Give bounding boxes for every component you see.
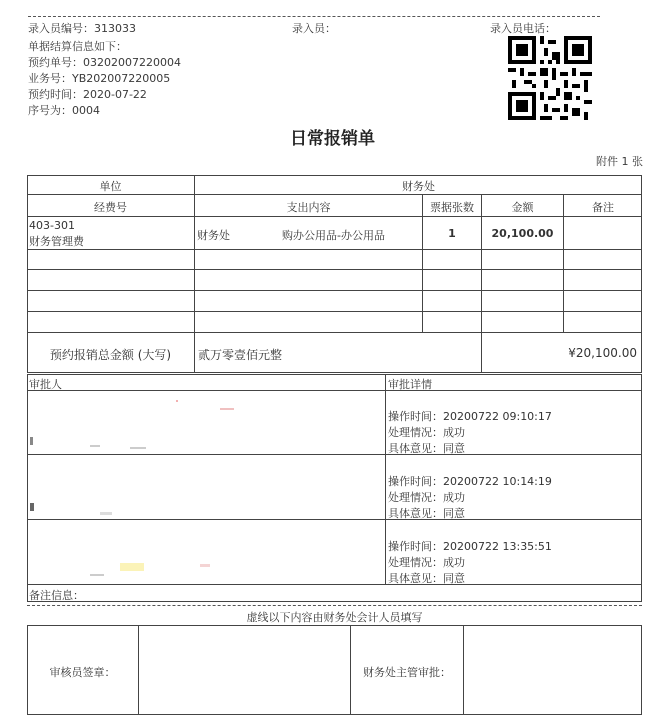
scan-mark — [220, 408, 234, 410]
scan-mark — [176, 400, 178, 402]
row-receipts: 1 — [448, 227, 456, 240]
booking-number: 预约单号：03202007220004 — [28, 56, 181, 69]
row-content: 购办公用品-办公用品 — [282, 229, 385, 242]
col-receipts: 票据张数 — [430, 201, 474, 214]
table-hline — [27, 249, 642, 250]
scan-mark — [90, 574, 104, 576]
approval-hline — [27, 454, 642, 455]
separator-dashed-line — [27, 605, 642, 606]
attachment-count: 附件 1 张 — [596, 155, 643, 168]
unit-label: 单位 — [99, 180, 122, 193]
approval-hline — [27, 519, 642, 520]
scan-mark — [90, 445, 100, 447]
top-dashed-line — [28, 16, 600, 17]
record-status: 处理情况：成功 — [388, 491, 465, 504]
scan-mark — [120, 563, 144, 571]
unit-value: 财务处 — [402, 180, 435, 193]
total-words: 贰万零壹佰元整 — [198, 348, 283, 362]
total-label: 预约报销总金额 (大写) — [49, 348, 172, 362]
record-time: 操作时间：20200722 09:10:17 — [388, 410, 552, 423]
record-status: 处理情况：成功 — [388, 426, 465, 439]
page-title: 日常报销单 — [290, 129, 375, 149]
col-content: 支出内容 — [286, 201, 331, 214]
booking-time: 预约时间：2020-07-22 — [28, 88, 147, 101]
table-hline — [27, 332, 642, 333]
business-number: 业务号：YB202007220005 — [28, 72, 171, 85]
settlement-intro: 单据结算信息如下： — [28, 40, 127, 53]
recorder-number-value: 313033 — [94, 22, 136, 35]
table-hline — [27, 290, 642, 291]
recorder-name-label: 录入员： — [292, 22, 336, 35]
approval-hline — [27, 584, 642, 585]
scan-mark — [30, 503, 34, 511]
fund-code: 403-301 — [29, 219, 75, 232]
scan-mark — [130, 447, 146, 449]
qr-code — [508, 36, 592, 120]
approval-vline — [385, 374, 386, 584]
recorder-number — [28, 20, 136, 36]
approver-header: 审批人 — [29, 378, 62, 391]
table-hline — [27, 216, 642, 217]
record-opinion: 具体意见：同意 — [388, 507, 465, 520]
accounting-notice: 虚线以下内容由财务处会计人员填写 — [246, 611, 423, 624]
signature-vline — [463, 625, 464, 715]
table-hline — [27, 194, 642, 195]
col-amount: 金额 — [511, 201, 534, 214]
scan-mark — [200, 564, 210, 567]
approval-hline — [27, 390, 642, 391]
row-amount: 20,100.00 — [491, 227, 554, 240]
reviewer-signature-label: 审核员签章： — [49, 666, 116, 679]
remarks-label: 备注信息： — [29, 589, 84, 602]
record-time: 操作时间：20200722 10:14:19 — [388, 475, 552, 488]
total-amount: ¥20,100.00 — [568, 346, 637, 360]
record-opinion: 具体意见：同意 — [388, 442, 465, 455]
recorder-phone-label: 录入员电话： — [490, 22, 556, 35]
signature-vline — [138, 625, 139, 715]
record-status: 处理情况：成功 — [388, 556, 465, 569]
approval-detail-header: 审批详情 — [388, 378, 432, 391]
record-opinion: 具体意见：同意 — [388, 572, 465, 585]
supervisor-approval-label: 财务处主管审批： — [363, 666, 451, 679]
scan-mark — [30, 437, 33, 445]
table-hline — [27, 269, 642, 270]
sequence-number: 序号为：0004 — [28, 104, 100, 117]
scan-mark — [100, 512, 112, 515]
row-dept: 财务处 — [197, 229, 230, 242]
fund-name: 财务管理费 — [29, 235, 84, 248]
table-hline — [27, 311, 642, 312]
col-fund-code: 经费号 — [94, 201, 127, 214]
record-time: 操作时间：20200722 13:35:51 — [388, 540, 552, 553]
col-note: 备注 — [592, 201, 614, 214]
recorder-number-label: 录入员编号： — [28, 22, 94, 35]
